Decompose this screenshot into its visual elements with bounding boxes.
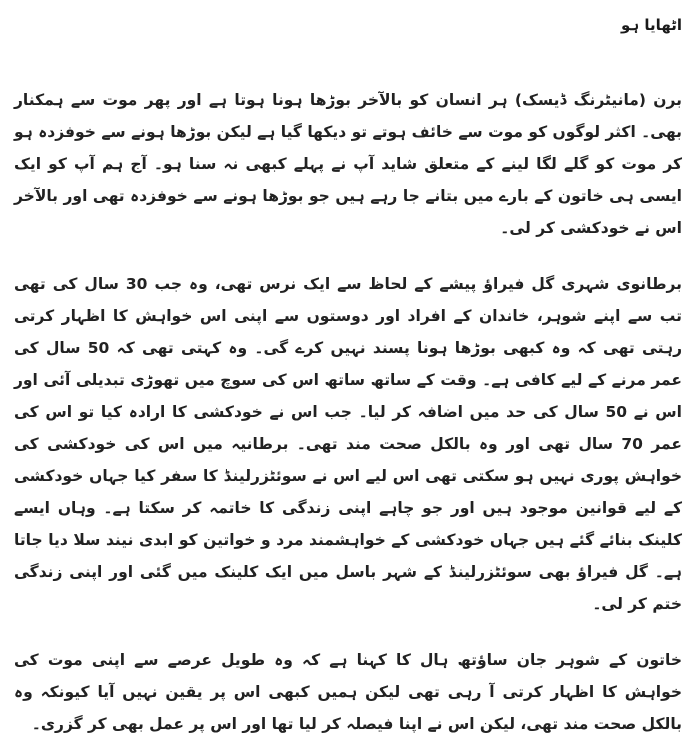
paragraph-gap — [14, 620, 682, 644]
article-paragraph: خاتون کے شوہر جان ساؤتھ ہال کا کہنا ہے کہ وہ طویل عرصے سے اپنی موت کی خواہش کا اظہار کرتی آ رہی تھی لیکن ہمیں کبھی اس پر یقین نہیں آیا کیونکہ وہ بالکل صحت مند تھی، لیکن اس نے اپنا فیصلہ کر لیا تھا اور اس پر عمل بھی کر گزری۔ — [14, 651, 682, 733]
paragraph-gap — [14, 244, 682, 268]
article-paragraph: برن (مانیٹرنگ ڈیسک) ہر انسان کو بالآخر بوڑھا ہونا ہوتا ہے اور پھر موت سے ہمکنار بھی۔ اکثر لوگوں کو موت سے خائف ہوتے تو دیکھا گیا ہے لیکن بوڑھا ہونے سے خوفزدہ ہو کر موت کو گلے لگا لینے کے متعلق شاید آپ نے پہلے کبھی نہ سنا ہو۔ آج ہم آپ کو ایک ایسی ہی خاتون کے بارے میں بتانے جا رہے ہیں جو بوڑھا ہونے سے خوفزدہ تھی اور بالآخر اس نے خودکشی کر لی۔ — [14, 91, 682, 237]
article-paragraph: برطانوی شہری گل فیراؤ پیشے کے لحاظ سے ایک نرس تھی، وہ جب 30 سال کی تھی تب سے اپنے شوہر، خاندان کے افراد اور دوستوں سے اپنی اس خواہش کا اظہار کرتی رہتی تھی کہ وہ کبھی بوڑھا ہونا پسند نہیں کرے گی۔ وہ کہتی تھی کہ 50 سال کی عمر مرنے کے لیے کافی ہے۔ وقت کے ساتھ ساتھ اس کی سوچ میں تھوڑی تبدیلی آئی اور اس نے 50 سال کی حد میں اضافہ کر لیا۔ جب اس نے خودکشی کا ارادہ کیا تو اس کی عمر 70 سال تھی اور وہ بالکل صحت مند تھی۔ برطانیہ میں اس کی خودکشی کی خواہش پوری نہیں ہو سکتی تھی اس لیے اس نے سوئٹزرلینڈ کا سفر کیا جہاں خودکشی کے لیے قوانین موجود ہیں اور جو چاہے اپنی زندگی کا خاتمہ کر سکتا ہے۔ وہاں ایسے کلینک بنائے گئے ہیں جہاں خودکشی کے خواہشمند مرد و خواتین کو ابدی نیند سلا دیا جاتا ہے۔ گل فیراؤ بھی سوئٹزرلینڈ کے شہر باسل میں ایک کلینک میں گئی اور اپنی زندگی ختم کر لی۔ — [14, 275, 683, 613]
spacer — [14, 42, 682, 84]
article-heading: اٹھایا ہو — [621, 16, 682, 34]
